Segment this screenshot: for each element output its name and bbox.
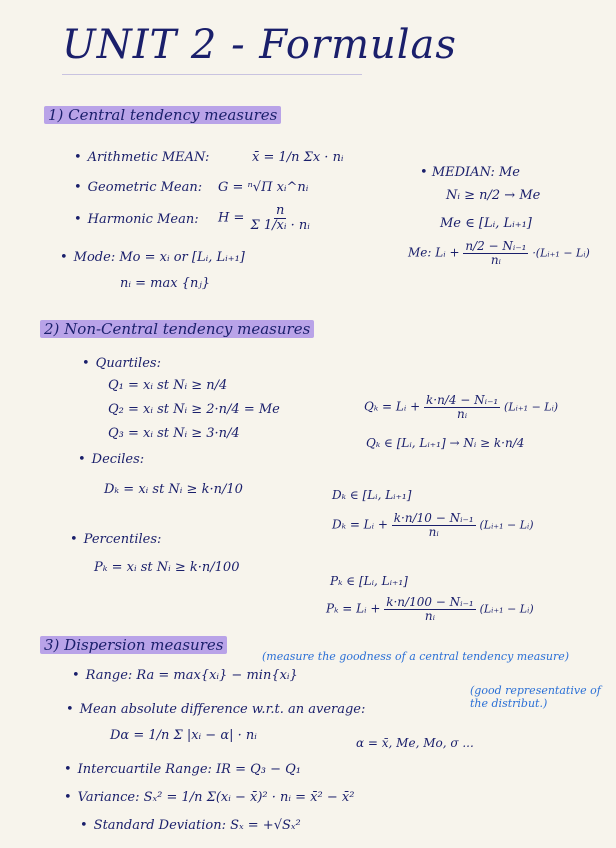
mad-alpha: α = x̄, Me, Mo, σ ... bbox=[356, 736, 474, 750]
mad-formula: Dα = 1/n Σ |xᵢ − α| · nᵢ bbox=[110, 728, 257, 743]
dk-interval: Dₖ ∈ [Lᵢ, Lᵢ₊₁] bbox=[332, 488, 412, 502]
qk-interval: Qₖ ∈ [Lᵢ, Lᵢ₊₁] → Nᵢ ≥ k·n/4 bbox=[366, 436, 525, 450]
median-line-1: Nᵢ ≥ n/2 → Me bbox=[446, 188, 541, 203]
mad-label: • Mean absolute difference w.r.t. an average: bbox=[66, 702, 365, 717]
section-2-heading: 2) Non-Central tendency measures bbox=[40, 320, 314, 338]
mode-line-1: • Mode: Mo = xᵢ or [Lᵢ, Lᵢ₊₁] bbox=[60, 250, 245, 265]
percentiles-label: • Percentiles: bbox=[70, 532, 161, 547]
dispersion-note-1: (measure the goodness of a central tendency measure) bbox=[262, 650, 570, 663]
dk-formula: Dₖ = Lᵢ + $\frac{\text{k·n/10 − Nᵢ₋₁}}{\text{nᵢ}}$ (Lᵢ₊₁ − Lᵢ) bbox=[332, 511, 534, 539]
pk-def: Pₖ = xᵢ st Nᵢ ≥ k·n/100 bbox=[94, 560, 240, 575]
qk-formula: Qₖ = Lᵢ + $\frac{\text{k·n/4 − Nᵢ₋₁}}{\text{nᵢ}}$ (Lᵢ₊₁ − Lᵢ) bbox=[364, 393, 559, 421]
pk-formula: Pₖ = Lᵢ + $\frac{\text{k·n/100 − Nᵢ₋₁}}{\text{nᵢ}}$ (Lᵢ₊₁ − Lᵢ) bbox=[326, 595, 534, 623]
median-line-3: Me: Lᵢ + $\frac{\text{n/2 − Nᵢ₋₁}}{\text{nᵢ}}$ ·(Lᵢ₊₁ − Lᵢ) bbox=[408, 239, 590, 267]
pk-interval: Pₖ ∈ [Lᵢ, Lᵢ₊₁] bbox=[330, 574, 408, 588]
arith-mean-formula: x̄ = 1/n Σx · nᵢ bbox=[252, 150, 344, 165]
std-formula: • Standard Deviation: Sₓ = +√Sₓ² bbox=[80, 818, 301, 833]
geo-mean-formula: G = ⁿ√Π xᵢ^nᵢ bbox=[218, 180, 309, 195]
dispersion-note-2: (good representative of the distribut.) bbox=[470, 684, 601, 710]
harm-mean-formula: H = $\frac{n}{\text{Σ 1/xᵢ · nᵢ}}$ bbox=[218, 203, 310, 233]
quartiles-label: • Quartiles: bbox=[82, 356, 161, 371]
title-underline bbox=[62, 74, 362, 75]
mode-line-2: nᵢ = max {nⱼ} bbox=[120, 276, 211, 291]
section-1-heading: 1) Central tendency measures bbox=[44, 106, 281, 124]
arith-mean-label: • Arithmetic MEAN: bbox=[74, 150, 209, 165]
deciles-label: • Deciles: bbox=[78, 452, 144, 467]
q3-def: Q₃ = xᵢ st Nᵢ ≥ 3·n/4 bbox=[108, 426, 240, 441]
page-title: UNIT 2 - Formulas bbox=[62, 22, 457, 68]
q1-def: Q₁ = xᵢ st Nᵢ ≥ n/4 bbox=[108, 378, 228, 393]
harm-mean-label: • Harmonic Mean: bbox=[74, 212, 199, 227]
q2-def: Q₂ = xᵢ st Nᵢ ≥ 2·n/4 = Me bbox=[108, 402, 280, 417]
variance-formula: • Variance: Sₓ² = 1/n Σ(xᵢ − x̄)² · nᵢ = x̄² − x̄² bbox=[64, 790, 354, 805]
geo-mean-label: • Geometric Mean: bbox=[74, 180, 202, 195]
section-3-heading: 3) Dispersion measures bbox=[40, 636, 227, 654]
dk-def: Dₖ = xᵢ st Nᵢ ≥ k·n/10 bbox=[104, 482, 243, 497]
median-label: • MEDIAN: Me bbox=[420, 165, 520, 180]
median-line-2: Me ∈ [Lᵢ, Lᵢ₊₁] bbox=[440, 216, 532, 231]
iqr-formula: • Intercuartile Range: IR = Q₃ − Q₁ bbox=[64, 762, 301, 777]
range-formula: • Range: Ra = max{xᵢ} − min{xᵢ} bbox=[72, 668, 298, 683]
